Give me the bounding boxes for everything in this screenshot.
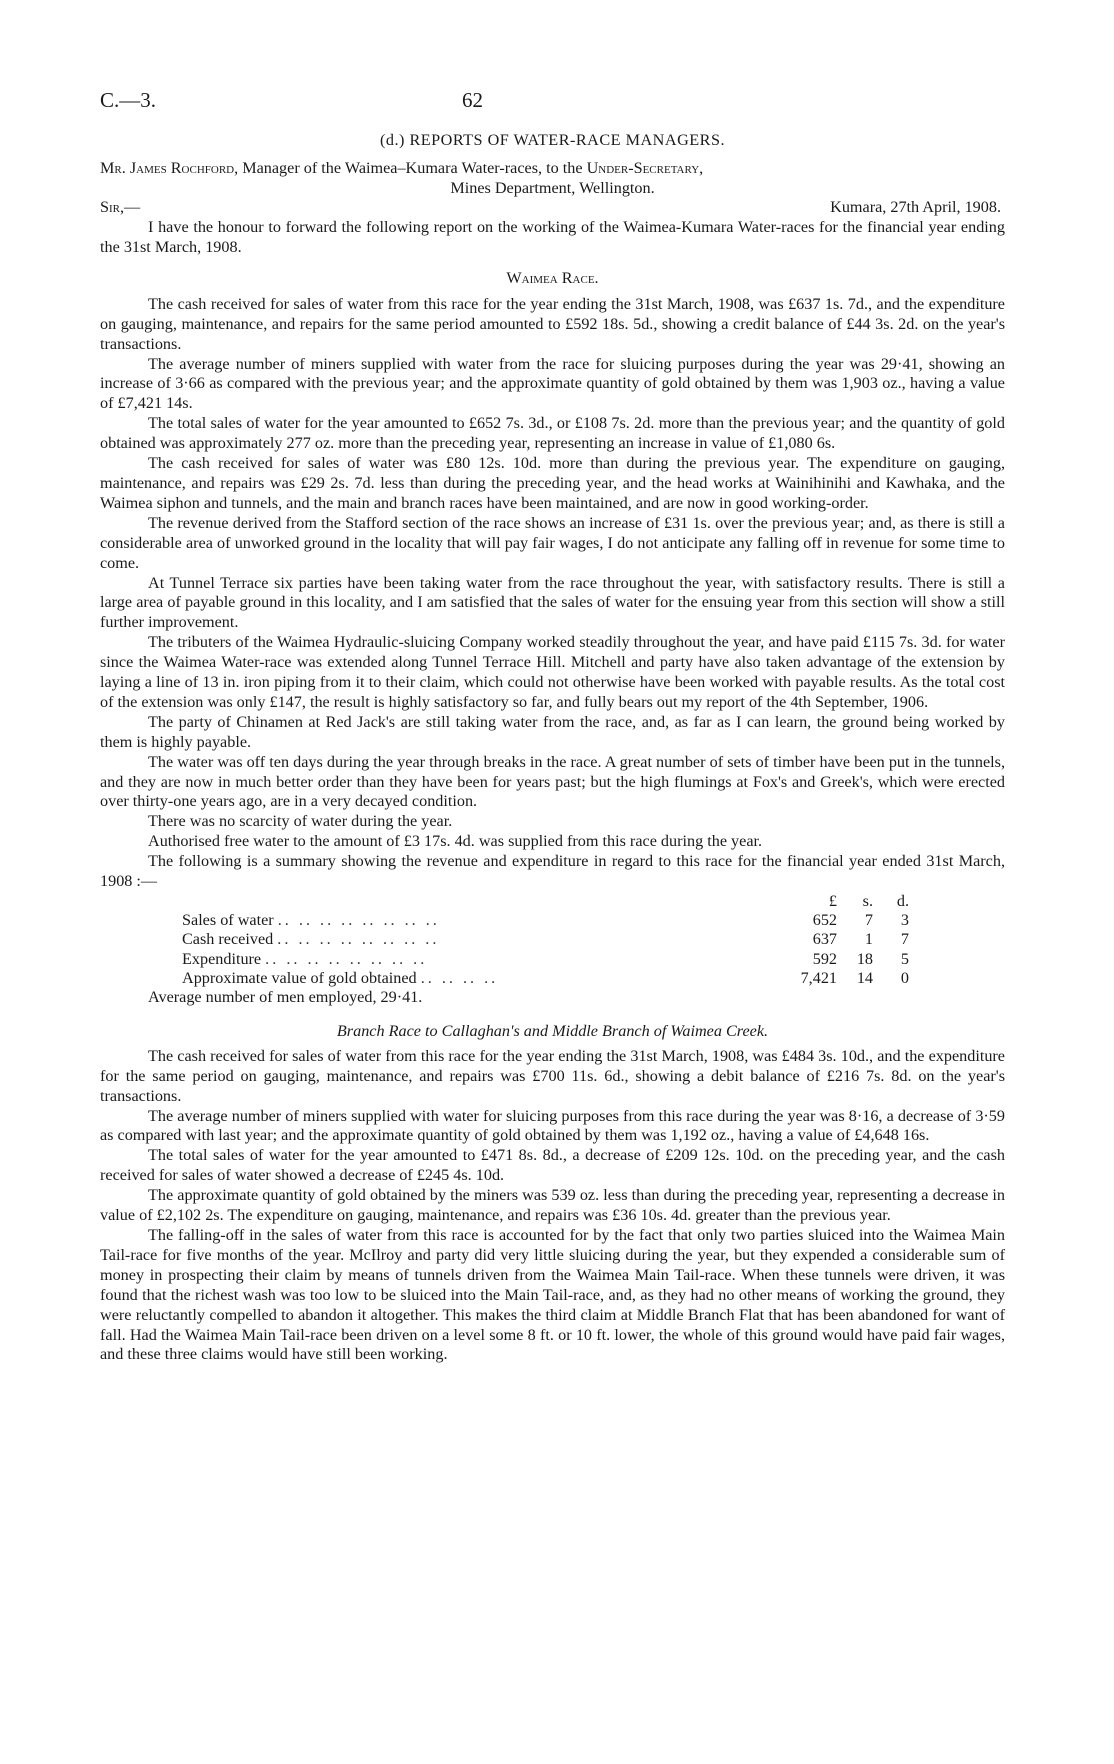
- paragraph: The party of Chinamen at Red Jack's are still taking water from the race, and, as far as I can learn, the ground being worked by them is highly payable.: [100, 712, 1005, 751]
- branch-body: [100, 1047, 1005, 1366]
- paragraph: The total sales of water for the year amounted to £471 8s. 8d., a decrease of £209 12s. 10d. on the preceding year, and the cash received for sales of water showed a decrease of £245 4s. 10d.: [100, 1146, 1005, 1185]
- pence-header: d.: [896, 892, 909, 910]
- paragraph: The cash received for sales of water from this race for the year ending the 31st March, 1908, was £484 3s. 10d., and the expenditure for the same period on gauging, maintenance, and repairs was £700 11s. 6d., showing a debit balance of £216 7s. 8d. on the year's transactions.: [100, 1046, 1005, 1105]
- row-label: Expenditure: [182, 949, 262, 968]
- section-title: (d.) REPORTS OF WATER-RACE MANAGERS.: [379, 131, 725, 149]
- page-number: 62: [462, 88, 483, 112]
- row-label: Approximate value of gold obtained: [182, 968, 417, 987]
- shillings-cell: 18: [856, 949, 873, 968]
- row-label: Cash received: [182, 930, 274, 949]
- paragraph: The approximate quantity of gold obtained by the miners was 539 oz. less than during the preceding year, representing a decrease in value of £2,102 2s. The expenditure on gauging, maintenance, and repairs was £36 10s. 4d. greater than the previous year.: [100, 1186, 1005, 1225]
- paragraph: The cash received for sales of water was £80 12s. 10d. more than during the previous year. The expenditure on gauging, maintenance, and repairs was £29 2s. 7d. less than during the preceding year, and the head works at Wainihinihi and Kawhaka, and the Waimea siphon and tunnels, and the main and branch races have been maintained, and are now in good working-order.: [100, 454, 1005, 512]
- document-page: [100, 88, 1005, 1365]
- address-block: [100, 158, 1005, 198]
- paragraph: The revenue derived from the Stafford section of the race shows an increase of £31 1s. over the previous year; and, as there is still a considerable area of unworked ground in the locality that will pay fair wages, I do not anticipate any falling off in revenue for some time to come.: [100, 513, 1005, 572]
- summary-table: [182, 892, 909, 988]
- page-header: [100, 88, 1005, 116]
- salutation: Sir,—: [100, 198, 141, 216]
- paragraph: The total sales of water for the year amounted to £652 7s. 3d., or £108 7s. 2d. more than the previous year; and the quantity of gold obtained was approximately 277 oz. more than the preceding year, representing an increase in value of £1,080 6s.: [100, 414, 1005, 453]
- paragraph: The falling-off in the sales of water from this race is accounted for by the fact that only two parties sluiced into the Waimea Main Tail-race for five months of the year. McIlroy and party did very little sluicing during the year, but they expended a considerable sum of money in prospecting their claim by means of tunnels driven from the Waimea Main Tail-race. When these tunnels were driven, it was found that the richest wash was too low to be sluiced into the Main Tail-race, and, as they had no other means of working the ground, they were reluctantly compelled to abandon it altogether. This makes the third claim at Middle Branch Flat that has been abandoned for want of fall. Had the Waimea Main Tail-race been driven on a level some 8 ft. or 10 ft. lower, the whole of this ground would have paid fair wages, and these three claims would have still been working.: [100, 1226, 1005, 1364]
- shillings-header: s.: [862, 892, 873, 910]
- summary-row: Sales of water .. .. .. .. .. .. .. .. 652 7 3: [182, 911, 909, 930]
- place-date: Kumara, 27th April, 1908.: [830, 198, 1001, 216]
- summary-row: Expenditure .. .. .. .. .. .. .. .. 592 18 5: [182, 949, 909, 968]
- pounds-cell: 7,421: [800, 968, 837, 987]
- paragraph: The following is a summary showing the revenue and expenditure in regard to this race for the financial year ended 31st March, 1908 :—: [100, 852, 1005, 891]
- pounds-cell: 592: [812, 949, 837, 968]
- pence-cell: 0: [900, 968, 909, 987]
- address-line-1: Mr. James Rochford, Manager of the Waimea–Kumara Water-races, to the Under-Secretary,: [100, 159, 704, 177]
- pence-cell: 5: [900, 949, 909, 968]
- address-line-2: Mines Department, Wellington.: [450, 179, 655, 197]
- average-men-line: Average number of men employed, 29·41.: [148, 987, 423, 1006]
- shillings-cell: 14: [856, 968, 873, 987]
- row-label: Sales of water: [182, 911, 274, 930]
- shillings-cell: 1: [864, 930, 873, 949]
- paragraph: There was no scarcity of water during the year.: [148, 812, 453, 831]
- pounds-header: £: [828, 892, 837, 910]
- paragraph: The average number of miners supplied with water for sluicing purposes from this race during the year was 8·16, a decrease of 3·59 as compared with last year; and the approximate quantity of gold obtained by them was 1,192 oz., having a value of £4,648 16s.: [100, 1106, 1005, 1145]
- waimea-heading: Waimea Race.: [506, 268, 599, 287]
- paragraph: The water was off ten days during the year through breaks in the race. A great number of sets of timber have been put in the tunnels, and they are now in much better order than they have been for years past; but the high flumings at Fox's and Greek's, which were erected over thirty-one years ago, are in a very decayed condition.: [100, 752, 1005, 811]
- summary-header-row: [182, 892, 909, 911]
- summary-row: Cash received .. .. .. .. .. .. .. .. 637 1 7: [182, 930, 909, 949]
- recipient-title: Under-Secretary: [586, 159, 700, 177]
- pounds-cell: 652: [812, 911, 837, 930]
- document-code: C.—3.: [100, 88, 157, 112]
- intro-paragraph: I have the honour to forward the following report on the working of the Waimea-Kumara Water-races for the financial year ending the 31st March, 1908.: [100, 218, 1005, 256]
- paragraph: At Tunnel Terrace six parties have been taking water from the race throughout the year, with satisfactory results. There is still a large area of payable ground in this locality, and I am satisfied that the sales of water for the ensuing year from this section will show a still further improvement.: [100, 573, 1005, 632]
- sender-name: James Rochford: [129, 159, 235, 177]
- salutation-line: [100, 198, 1005, 218]
- branch-heading: Branch Race to Callaghan's and Middle Branch of Waimea Creek.: [336, 1021, 769, 1040]
- pence-cell: 3: [900, 911, 909, 930]
- paragraph: Authorised free water to the amount of £3 17s. 4d. was supplied from this race during the year.: [148, 832, 763, 851]
- pounds-cell: 637: [812, 930, 837, 949]
- pence-cell: 7: [900, 930, 909, 949]
- paragraph: The average number of miners supplied with water from the race for sluicing purposes during the year was 29·41, showing an increase of 3·66 as compared with the previous year; and the approximate quantity of gold obtained by them was 1,903 oz., having a value of £7,421 14s.: [100, 354, 1005, 413]
- summary-row: Approximate value of gold obtained .. .. .. .. 7,421 14 0: [182, 968, 909, 987]
- waimea-body: [100, 295, 1005, 892]
- paragraph: The cash received for sales of water from this race for the year ending the 31st March, 1908, was £637 1s. 7d., and the expenditure on gauging, maintenance, and repairs for the same period amounted to £592 18s. 5d., showing a credit balance of £44 3s. 2d. on the year's transactions.: [100, 294, 1005, 353]
- shillings-cell: 7: [864, 911, 873, 930]
- paragraph: The tributers of the Waimea Hydraulic-sluicing Company worked steadily throughout the year, and have paid £115 7s. 3d. for water since the Waimea Water-race was extended along Tunnel Terrace Hill. Mitchell and party have also taken advantage of the extension by laying a line of 13 in. iron piping from it to their claim, which could not otherwise have been worked with payable results. As the total cost of the extension was only £147, the result is highly satisfactory so far, and fully bears out my report of the 4th September, 1906.: [100, 633, 1005, 711]
